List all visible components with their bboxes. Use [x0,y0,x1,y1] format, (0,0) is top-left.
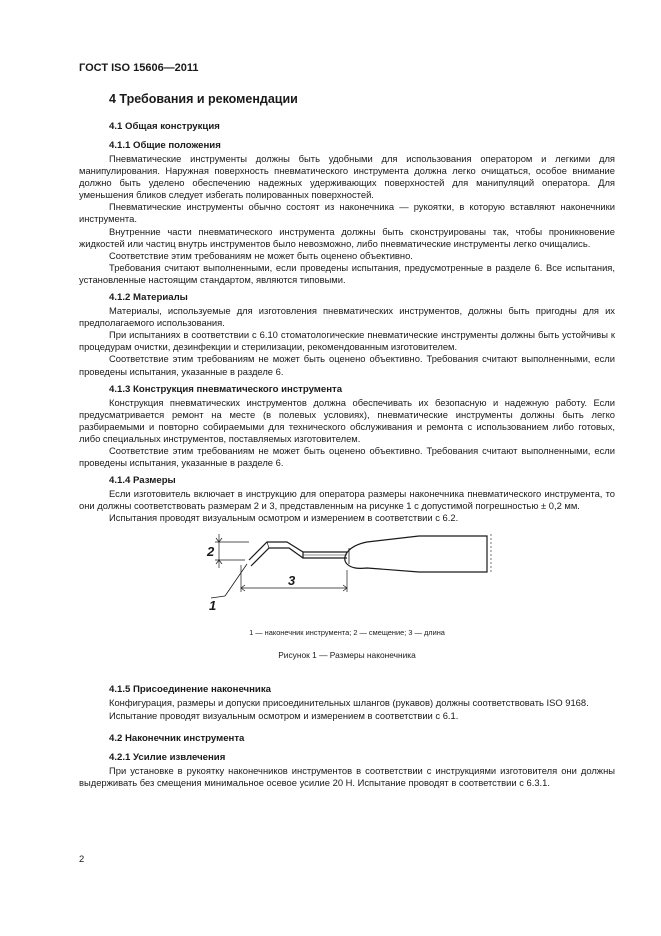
paragraph: Конструкция пневматических инструментов должна обеспечивать их безопасную и надежную работу. Если предусматривается ремонт на месте (в полевых условиях), пневматические инструменты должны быть легко разбираемыми и повторно собираемыми для технического обслуживания и ремонта с использованием либо готовых, либо специальных инструментов, поставляемых изготовителем. [79,396,615,444]
paragraph: Соответствие этим требованиям не может быть оценено объективно. [109,249,413,261]
section-4-1-3-heading: 4.1.3 Конструкция пневматического инструмента [109,383,343,395]
figure-label-3: 3 [288,573,296,589]
paragraph: Пневматические инструменты обычно состоят из наконечника — рукоятки, в которую вставляют наконечники инструмента. [79,201,615,225]
paragraph: Материалы, используемые для изготовления пневматических инструментов, должны быть пригодны для их предполагаемого использования. [79,305,615,329]
section-4-1-1-heading: 4.1.1 Общие положения [109,140,221,151]
section-4-2-heading: 4.2 Наконечник инструмента [109,732,245,744]
paragraph: Внутренние части пневматического инструмента должны быть сконструированы так, чтобы проникновение жидкостей или частиц внутрь инструментов было невозможно, либо пневматические инструменты легко очищались. [79,225,615,249]
paragraph: Испытание проводят визуальным осмотром и измерением в соответствии с 6.1. [109,709,459,721]
figure-caption: Рисунок 1 — Размеры наконечника [278,650,416,661]
handle-body [419,536,487,572]
figure-1-drawing [79,530,615,628]
section-4-1-2-heading: 4.1.2 Материалы [109,292,188,304]
paragraph: Если изготовитель включает в инструкцию для оператора размеры наконечника пневматического инструмента, то они должны соответствовать размерам 2 и 3, представленным на рисунке 1 с допустимой погрешностью ± 0,2 мм. [79,488,615,512]
section-4-1-heading: 4.1 Общая конструкция [109,121,220,132]
section-4-1-4-heading: 4.1.4 Размеры [109,475,176,487]
paragraph: При установке в рукоятку наконечников инструментов в соответствии с инструкциями изготовителя они должны выдерживать без смещения минимальное осевое усилие 20 Н. Испытание проводят в соответствии с 6.3.1. [79,764,615,788]
handpiece-tip-diagram [79,530,615,628]
section-4-heading: 4 Требования и рекомендации [109,92,298,106]
document-page [79,62,615,789]
figure-label-2: 2 [207,544,215,560]
paragraph: Конфигурация, размеры и допуски присоединительных шлангов (рукавов) должны соответствовать ISO 9168. [109,697,589,709]
section-4-1-5-heading: 4.1.5 Присоединение наконечника [109,684,271,696]
document-header: ГОСТ ISO 15606—2011 [79,62,199,74]
paragraph: Пневматические инструменты должны быть удобными для использования оператором и легкими для манипулирования. Наружная поверхность пневматического инструмента должна легко очищаться, особое внимание должно быть уделено обеспечению надежных удерживающих поверхностей для манипуляций оператора. Для уменьшения бликов следует избегать полированных поверхностей. [79,153,615,201]
paragraph: Соответствие этим требованиям не может быть оценено объективно. Требования считают выполненными, если проведены испытания, указанные в разделе 6. [79,444,615,469]
paragraph: Соответствие этим требованиям не может быть оценено объективно. Требования считают выполненными, если проведены испытания, указанные в разделе 6. [79,353,615,377]
section-4-2-1-heading: 4.2.1 Усилие извлечения [109,751,226,763]
paragraph: Требования считают выполненными, если проведены испытания, предусмотренные в разделе 6. Все испытания, установленные настоящим стандартом, являются типовыми. [79,261,615,285]
tool-tip [249,542,303,566]
figure-legend: 1 — наконечник инструмента; 2 — смещение; 3 — длина [249,628,445,638]
figure-label-1: 1 [209,598,217,614]
handle-taper [345,536,419,572]
leader-1 [225,564,247,596]
page-number: 2 [79,853,85,864]
paragraph: Испытания проводят визуальным осмотром и измерением в соответствии с 6.2. [109,512,459,524]
paragraph: При испытаниях в соответствии с 6.10 стоматологические пневматические инструменты должны быть устойчивы к процедурам очистки, дезинфекции и стерилизации, рекомендованным изготовителем. [79,329,615,353]
